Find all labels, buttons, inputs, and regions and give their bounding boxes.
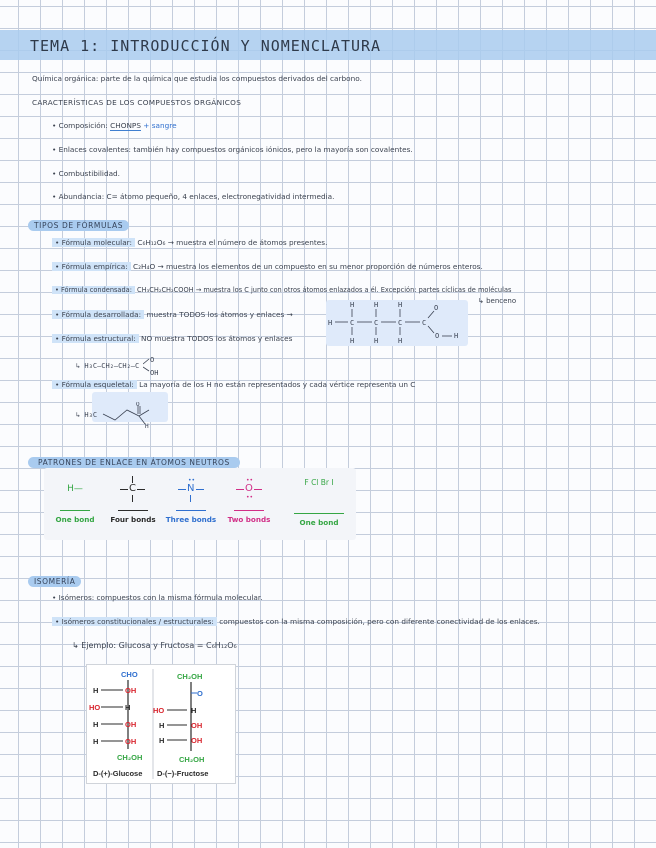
halogen-bond-label: One bond — [299, 518, 339, 527]
svg-text:C: C — [422, 319, 427, 327]
svg-text:H: H — [350, 301, 355, 309]
svg-text:OH: OH — [125, 720, 137, 729]
isomeros-item: • Isómeros: compuestos con la misma fórmula molecular. — [52, 593, 263, 602]
svg-text:O: O — [434, 304, 439, 312]
hydrogen-symbol: H— — [67, 484, 83, 494]
svg-text:O: O — [435, 332, 440, 340]
svg-text:CH₂OH: CH₂OH — [117, 753, 143, 762]
bond-pattern-c — [106, 474, 160, 524]
svg-text:C: C — [350, 319, 355, 327]
nitrogen-bond-label: Three bonds — [165, 515, 217, 524]
patrones-heading: PATRONES DE ENLACE EN ÁTOMOS NEUTROS — [28, 450, 240, 469]
ejemplo-line: ↳ Ejemplo: Glucosa y Fructosa = C₆H₁₂O₆ — [72, 641, 237, 650]
svg-text:OH: OH — [191, 721, 203, 730]
bond-pattern-o: O •• •• Two bonds — [222, 474, 276, 524]
svg-text:O: O — [150, 356, 155, 364]
svg-text:H: H — [125, 703, 131, 712]
svg-text:HO: HO — [89, 703, 101, 712]
condensada-item: • Fórmula condensada: CH₃CH₂CH₂COOH → muestra los C junto con otros átomos enlazados a él. Excepción: partes cíclicas de moléculas — [52, 286, 511, 295]
abundancia-item: • Abundancia: C= átomo pequeño, 4 enlaces, electronegatividad intermedia. — [52, 192, 335, 201]
oxygen-bond-label: Two bonds — [227, 515, 271, 524]
oxygen-symbol: O — [245, 483, 253, 494]
svg-text:OH: OH — [125, 686, 137, 695]
intro-text: Química orgánica: parte de la química que estudia los compuestos derivados del carbono. — [32, 74, 362, 83]
bond-pattern-halogens — [284, 474, 354, 527]
glucose-label: D-(+)-Glucose — [93, 769, 143, 778]
svg-text:H: H — [145, 423, 149, 428]
composicion-item: • Composición: CHONPS + sangre — [52, 121, 177, 130]
fischer-projections — [86, 664, 236, 784]
carboxyl-group-svg — [143, 356, 169, 376]
isomeria-heading: ISOMERÍA — [28, 569, 81, 588]
svg-text:H: H — [93, 686, 99, 695]
benceno-note: ↳ benceno — [478, 297, 517, 305]
caracteristicas-heading: CARACTERÍSTICAS DE LOS COMPUESTOS ORGÁNICOS — [32, 98, 242, 107]
halogen-symbols: F Cl Br I — [304, 478, 334, 487]
svg-text:OH: OH — [191, 736, 203, 745]
svg-text:H: H — [374, 337, 379, 345]
butanoic-acid-developed-svg — [326, 300, 468, 346]
svg-text:H: H — [159, 736, 165, 745]
svg-text:CHO: CHO — [121, 670, 138, 679]
svg-text:O: O — [197, 689, 203, 698]
bond-patterns-panel — [44, 468, 356, 540]
bond-pattern-n: N •• Three bonds — [165, 477, 217, 524]
tipos-heading: TIPOS DE FÓRMULAS — [28, 213, 129, 232]
svg-text:H: H — [398, 337, 403, 345]
enlaces-item: • Enlaces covalentes: también hay compuestos orgánicos iónicos, pero la mayoría son covalentes. — [52, 145, 413, 154]
constitucionales-item: • Isómeros constitucionales / estructurales: compuestos con la misma composición, pero con diferente conectividad de los enlaces. — [52, 617, 540, 626]
bond-pattern-h — [48, 474, 102, 524]
esqueletal-item: • Fórmula esqueletal: La mayoría de los H no están representados y cada vértice representa un C — [52, 380, 415, 389]
svg-text:CH₂OH: CH₂OH — [177, 672, 203, 681]
svg-text:H: H — [93, 720, 99, 729]
carbon-symbol: C — [129, 483, 136, 494]
hydrogen-bond-label: One bond — [55, 515, 95, 524]
svg-text:H: H — [328, 319, 333, 327]
svg-text:H: H — [350, 337, 355, 345]
desarrollada-item: • Fórmula desarrollada: muestra TODOS los átomos y enlaces → — [52, 310, 293, 319]
svg-text:CH₂OH: CH₂OH — [179, 755, 205, 764]
esqueletal-formula: ↳ H₃C O H — [76, 402, 161, 428]
developed-formula — [326, 300, 468, 346]
svg-text:H: H — [374, 301, 379, 309]
svg-text:H: H — [191, 706, 197, 715]
nitrogen-symbol: N — [187, 483, 195, 494]
svg-text:C: C — [374, 319, 379, 327]
empirica-item: • Fórmula empírica: C₂H₄O → muestra los elementos de un compuesto en su menor proporción de números enteros. — [52, 262, 483, 271]
svg-text:C: C — [398, 319, 403, 327]
glucose-fructose-fischer-svg — [87, 665, 235, 783]
page-title: TEMA 1: INTRODUCCIÓN Y NOMENCLATURA — [30, 37, 382, 55]
estructural-item: • Fórmula estructural: NO muestra TODOS los átomos y enlaces — [52, 334, 292, 343]
molecular-item: • Fórmula molecular: C₆H₁₂O₆ → muestra el número de átomos presentes. — [52, 238, 327, 247]
svg-text:H: H — [398, 301, 403, 309]
svg-text:OH: OH — [150, 369, 159, 376]
svg-text:H: H — [93, 737, 99, 746]
fructose-label: D-(−)-Fructose — [157, 769, 209, 778]
svg-text:HO: HO — [153, 706, 165, 715]
estructural-formula: ↳ H₃C—CH₂—CH₂—C O OH — [76, 356, 169, 376]
carbon-bond-label: Four bonds — [110, 515, 156, 524]
combustibilidad-item: • Combustibilidad. — [52, 169, 121, 178]
skeletal-chain-svg — [101, 402, 161, 428]
svg-text:OH: OH — [125, 737, 137, 746]
svg-text:O: O — [136, 402, 140, 408]
svg-text:H: H — [454, 332, 459, 340]
svg-text:H: H — [159, 721, 165, 730]
